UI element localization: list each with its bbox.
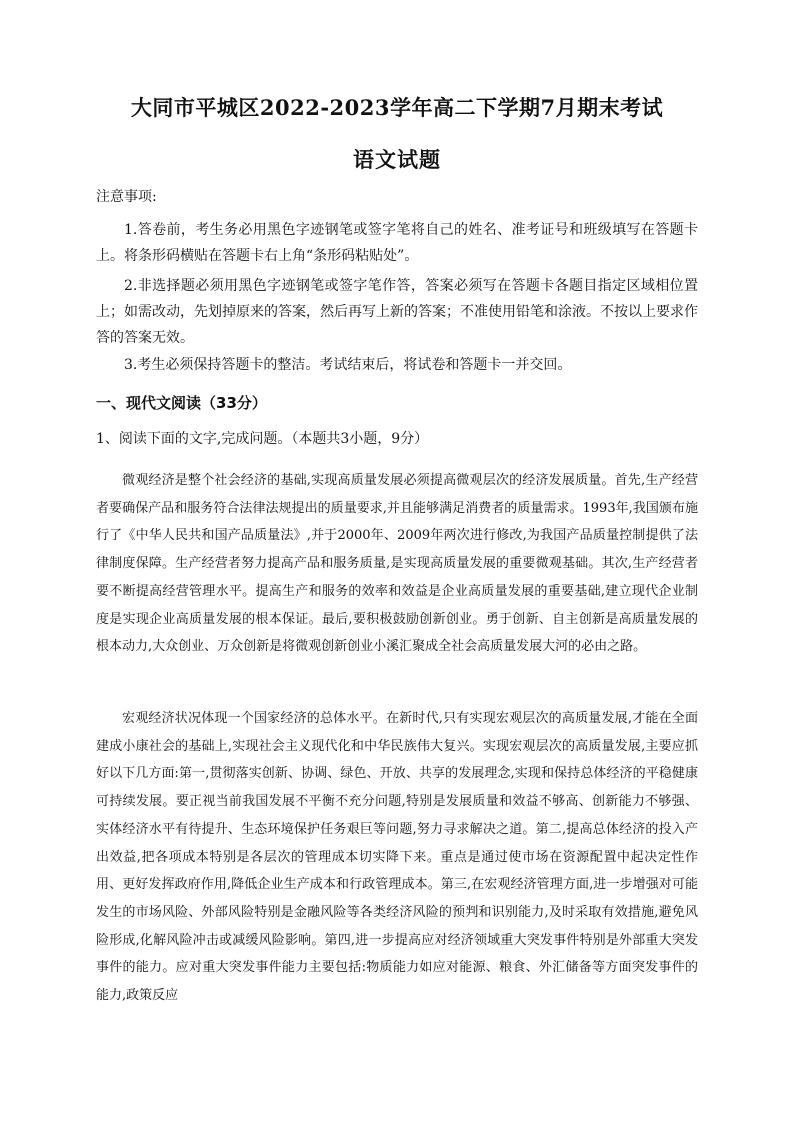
reading-paragraph-2: 宏观经济状况体现一个国家经济的总体水平。在新时代,只有实现宏观层次的高质量发展,才能在全面建成小康社会的基础上,实现社会主义现代化和中华民族伟大复兴。实现宏观层次的高质量发展,主要应抓好以下几方面:第一,贯彻落实创新、协调、绿色、开放、共享的发展理念,实现和保持总体经济的平稳健康可持续发展。要正视当前我国发展不平衡不充分问题,特别是发展质量和效益不够高、创新能力不够强、实体经济水平有待提升、生态环境保护任务艰巨等问题,努力寻求解决之道。第二,提高总体经济的投入产出效益,把各项成本特别是各层次的管理成本切实降下来。重点是通过使市场在资源配置中起决定性作用、更好发挥政府作用,降低企业生产成本和行政管理成本。第三,在宏观经济管理方面,进一步增强对可能发生的市场风险、外部风险特别是金融风险等各类经济风险的预判和识别能力,及时采取有效措施,避免风险形成,化解风险冲击或减缓风险影响。第四,进一步提高应对经济领域重大突发事件特别是外部重大突发事件的能力。应对重大突发事件能力主要包括:物质能力如应对能源、粮食、外汇储备等方面突发事件的能力,政策反应	[96, 711, 698, 1004]
notice-item-3: 3.考生必须保持答题卡的整洁。考试结束后，将试卷和答题卡一并交回。	[124, 357, 572, 373]
question-intro: 1、阅读下面的文字,完成问题。（本题共3小题，9分）	[96, 431, 429, 447]
exam-title: 大同市平城区2022-2023学年高二下学期7月期末考试	[130, 95, 664, 120]
notice-heading: 注意事项:	[96, 189, 157, 205]
notice-item-1: 1.答卷前，考生务必用黑色字迹钢笔或签字笔将自己的姓名、准考证号和班级填写在答题卡上。将条形码横贴在答题卡右上角“条形码粘贴处”。	[96, 222, 698, 264]
notice-item-2: 2.非选择题必须用黑色字迹钢笔或签字笔作答，答案必须写在答题卡各题目指定区域相位置上；如需改动，先划掉原来的答案，然后再写上新的答案；不准使用铅笔和涂液。不按以上要求作答的答案无效。	[96, 278, 698, 346]
reading-paragraph-1: 微观经济是整个社会经济的基础,实现高质量发展必须提高微观层次的经济发展质量。首先,生产经营者要确保产品和服务符合法律法规提出的质量要求,并且能够满足消费者的质量需求。1993年,我国颁布施行了《中华人民共和国产品质量法》,并于2000年、2009年两次进行修改,为我国产品质量控制提供了法律制度保障。生产经营者努力提高产品和服务质量,是实现高质量发展的重要微观基础。其次,生产经营者要不断提高经营管理水平。提高生产和服务的效率和效益是企业高质量发展的重要基础,建立现代企业制度是实现企业高质量发展的根本保证。最后,要积极鼓励创新创业。勇于创新、自主创新是高质量发展的根本动力,大众创业、万众创新是将微观创新创业小溪汇聚成全社会高质量发展大河的必由之路。	[96, 473, 698, 655]
section-heading: 一、现代文阅读（33分）	[96, 394, 267, 412]
exam-subtitle: 语文试题	[353, 147, 441, 172]
